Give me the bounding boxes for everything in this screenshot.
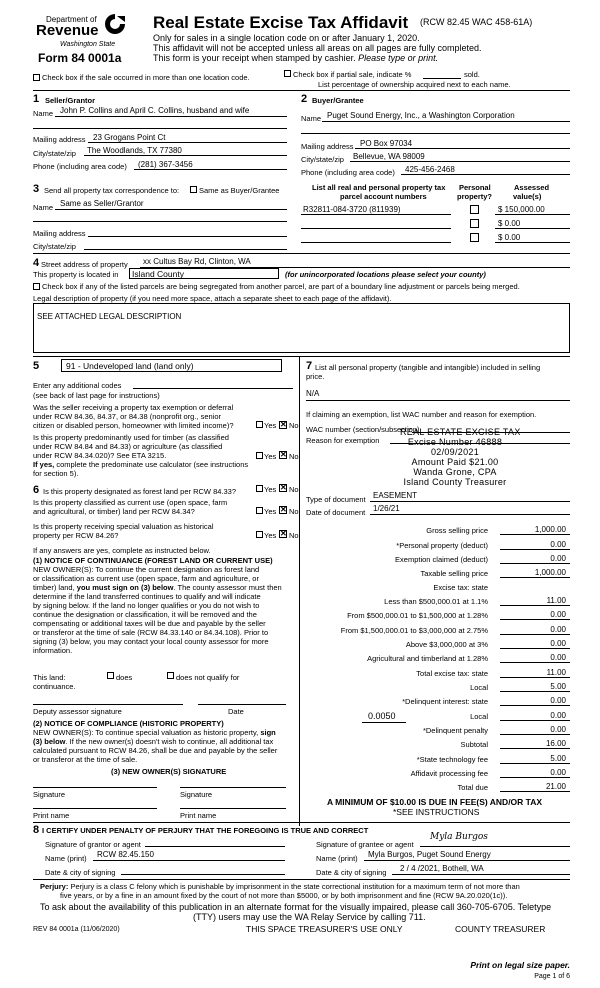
field-line [355, 148, 570, 149]
calc-value[interactable]: 16.00 [545, 739, 566, 748]
buyer-phone-field[interactable]: 425-456-2468 [405, 165, 455, 174]
calc-line [500, 563, 570, 564]
notice-compliance-heading: (2) NOTICE OF COMPLIANCE (HISTORIC PROPERTY) [33, 719, 224, 728]
print-name-label: Print name [180, 811, 217, 820]
exemption-reason-label: Reason for exemption [306, 436, 380, 445]
notice-text: (3) below. If the new owner(s) doesn't wish to continue, all additional tax [33, 737, 274, 746]
parcel-col1-line1: List all real and personal property tax [312, 183, 446, 192]
grantee-date-field[interactable]: 2 / 4 /2021, Bothell, WA [400, 864, 484, 873]
stamp-line: Excise Number 46888 [407, 437, 503, 447]
street-address-label: Street address of property [41, 260, 128, 269]
field-line [364, 860, 570, 861]
calc-value[interactable]: 0.00 [550, 540, 566, 549]
field-line [33, 128, 287, 129]
calc-value[interactable]: 1,000.00 [534, 568, 566, 577]
buyer-city-label: City/state/zip [301, 155, 344, 164]
grantor-date-label: Date & city of signing [45, 868, 116, 877]
calc-label: From $500,000.01 to $1,500,000 at 1.28% [347, 611, 488, 620]
calc-label: Gross selling price [426, 526, 488, 535]
stamp-line: Amount Paid $21.00 [411, 457, 499, 467]
field-line [495, 214, 570, 215]
no-label: No [289, 531, 299, 540]
deputy-date-label: Date [228, 707, 244, 716]
same-as-buyer-label: Same as Buyer/Grantee [199, 186, 280, 195]
does-not-label: does not qualify for [176, 673, 240, 682]
field-line [301, 228, 451, 229]
field-line [33, 221, 287, 222]
seller-phone-label: Phone (including area code) [33, 162, 127, 171]
notice-text: by signing below. If the land no longer qualifies or you do not wish to [33, 601, 260, 610]
this-land-label: This land: [33, 673, 66, 682]
new-owner-signature-heading: (3) NEW OWNER(S) SIGNATURE [111, 767, 227, 776]
notice-text: NEW OWNER(S): To continue special valuation as historic property, sign [33, 728, 276, 737]
does-not-qualify-checkbox[interactable] [167, 672, 174, 679]
buyer-heading: Buyer/Grantee [312, 96, 364, 105]
timber-question-line2: under RCW 84.84 and 84.33) or agriculture (as classified [33, 442, 223, 451]
calc-label: Agricultural and timberland at 1.28% [367, 654, 488, 663]
same-as-buyer-checkbox[interactable] [190, 186, 197, 193]
yes-label: Yes [264, 507, 277, 516]
personal-property-checkbox[interactable] [470, 205, 479, 214]
owner-signature-field[interactable] [33, 787, 157, 788]
calc-label: Excise tax: state [433, 583, 488, 592]
does-qualify-checkbox[interactable] [107, 672, 114, 679]
subtitle-line2: This affidavit will not be accepted unless all areas on all pages are fully completed. [153, 43, 482, 53]
county-select[interactable] [129, 268, 279, 279]
divider [33, 90, 570, 91]
calc-value[interactable]: 0.00 [550, 711, 566, 720]
see-instructions-note: *SEE INSTRUCTIONS [393, 807, 480, 817]
parcel-col2-line2: property? [457, 192, 493, 201]
calc-label: Total excise tax: state [416, 669, 488, 678]
document-type-field[interactable]: EASEMENT [373, 491, 418, 500]
grantee-signature: Myla Burgos [430, 832, 488, 842]
calc-value[interactable]: 11.00 [546, 668, 566, 677]
calc-line [500, 634, 570, 635]
legal-size-note: Print on legal size paper. [470, 960, 570, 970]
calc-label: Subtotal [460, 740, 488, 749]
revision-number: REV 84 0001a (11/06/2020) [33, 926, 120, 933]
perjury-text: Perjury: Perjury is a class C felony which is punishable by imprisonment in the state correctional institution for a maximum term of not more than [40, 882, 520, 891]
assessed-value-field[interactable]: $ 0.00 [498, 219, 521, 228]
calc-line [500, 720, 570, 721]
calc-line [500, 763, 570, 764]
no-label: No [289, 507, 299, 516]
calc-label: *Delinquent interest: state [402, 697, 488, 706]
if-any-yes-note: If any answers are yes, complete as instructed below. [33, 546, 211, 555]
buyer-phone-label: Phone (including area code) [301, 168, 395, 177]
certify-heading: I CERTIFY UNDER PENALTY OF PERJURY THAT THE FOREGOING IS TRUE AND CORRECT [42, 826, 369, 835]
exemption-no-checkbox[interactable]: ✕ [280, 420, 287, 429]
buyer-city-field[interactable]: Bellevue, WA 98009 [353, 152, 425, 161]
calc-label: Above $3,000,000 at 3% [405, 640, 488, 649]
yes-label: Yes [264, 452, 277, 461]
calc-label: Less than $500,000.01 at 1.1% [384, 597, 488, 606]
personal-property-label-line1: List all personal property (tangible and intangible) included in selling [315, 363, 541, 372]
divider [33, 356, 570, 357]
additional-codes-label: Enter any additional codes [33, 381, 122, 390]
street-address-field[interactable]: xx Cultus Bay Rd, Clinton, WA [143, 257, 251, 266]
calc-label: Local [470, 712, 488, 721]
grantor-name-label: Name (print) [45, 854, 87, 863]
correspondence-mailing-field[interactable] [88, 236, 287, 237]
calc-line [500, 577, 570, 578]
calc-line [500, 662, 570, 663]
historic-no-checkbox[interactable]: ✕ [280, 529, 287, 538]
field-line [495, 228, 570, 229]
calc-line [500, 705, 570, 706]
calc-label: *State technology fee [416, 755, 488, 764]
partial-sale-checkbox[interactable] [284, 70, 291, 77]
calc-label: *Delinquent penalty [422, 726, 488, 735]
section-number: 6 [33, 484, 40, 496]
page-title: Real Estate Excise Tax Affidavit [153, 13, 409, 32]
grantee-name-label: Name (print) [316, 854, 358, 863]
exemption-yes-checkbox[interactable] [256, 421, 263, 428]
dor-logo-icon [103, 12, 127, 36]
notice-continuance-heading: (1) NOTICE OF CONTINUANCE (FOREST LAND OR CURRENT USE) [33, 556, 273, 565]
notice-text: NEW OWNER(S): To continue the current designation as forest land [33, 565, 260, 574]
personal-property-checkbox[interactable] [470, 219, 479, 228]
grantor-name-field[interactable]: RCW 82.45.150 [97, 850, 154, 859]
grantor-signature-label: Signature of grantor or agent [45, 840, 141, 849]
alt-format-text: (TTY) users may use the WA Relay Service by calling 711. [193, 912, 426, 922]
legal-description-value: SEE ATTACHED LEGAL DESCRIPTION [37, 312, 182, 321]
county-treasurer-label: COUNTY TREASURER [455, 924, 546, 934]
deputy-signature-label: Deputy assessor signature [33, 707, 122, 716]
stamp-line: Island County Treasurer [403, 477, 507, 487]
timber-question-line5: for section 5). [33, 469, 79, 478]
buyer-mailing-label: Mailing address [301, 142, 354, 151]
notice-text: information. [33, 646, 73, 655]
does-label: does [116, 673, 133, 682]
yes-label: Yes [264, 531, 277, 540]
correspondence-name-label: Name [33, 203, 54, 212]
exemption-question-line3: citizen or disabled person, homeowner with limited income)? [33, 421, 234, 430]
field-line [55, 209, 287, 210]
calc-value[interactable]: 0.00 [550, 653, 566, 662]
notice-text: or classification as current use (open space, farm and agriculture, or [33, 574, 259, 583]
correspondence-city-field[interactable] [84, 249, 287, 250]
section-number: 2 [301, 93, 308, 105]
notice-text: compensating or additional taxes will be due and payable by the seller [33, 619, 266, 628]
current-use-yes-checkbox[interactable] [256, 507, 263, 514]
historic-yes-checkbox[interactable] [256, 531, 263, 538]
seller-city-field[interactable]: The Woodlands, TX 77380 [87, 146, 182, 155]
calc-label: Taxable selling price [420, 569, 488, 578]
calc-line [500, 748, 570, 749]
notice-text: or transferor at the time of sale (RCW 84.33.140 or 84.34.108). Prior to [33, 628, 269, 637]
yes-label: Yes [264, 421, 277, 430]
current-use-no-checkbox[interactable]: ✕ [280, 505, 287, 514]
field-line [134, 169, 287, 170]
owner-print-name-field[interactable] [33, 808, 157, 809]
notice-text: calculated pursuant to RCW 84.26, shall be due and payable by the seller [33, 746, 278, 755]
land-use-select[interactable] [61, 359, 282, 372]
calc-line [500, 691, 570, 692]
wac-number-label: WAC number (section/subsection) [306, 425, 420, 434]
buyer-name-label: Name [301, 114, 322, 123]
calc-line [500, 791, 570, 792]
calc-value[interactable]: 5.00 [550, 682, 566, 691]
buyer-mailing-field[interactable]: PO Box 97034 [360, 139, 413, 148]
owner-print-name-field[interactable] [180, 808, 286, 809]
perjury-text: five years, or by a fine in an amount fixed by the court of not more than $5000, or by both imprisonment and fine (RCW 9A.20.020(1c)). [60, 891, 508, 900]
correspondence-label: Send all property tax correspondence to: [44, 186, 180, 195]
historic-question-line1: Is this property receiving special valuation as historical [33, 522, 214, 531]
calc-line [500, 605, 570, 606]
no-label: No [289, 452, 299, 461]
deputy-date-field[interactable] [198, 704, 286, 705]
calc-label: Local [470, 683, 488, 692]
no-label: No [289, 421, 299, 430]
grantee-signature-label: Signature of grantee or agent [316, 840, 414, 849]
current-use-question-line2: and agricultural, or timber) land per RCW 84.34? [33, 507, 195, 516]
see-back-note: (see back of last page for instructions) [33, 391, 160, 400]
calc-value[interactable]: 0.00 [550, 696, 566, 705]
calc-value[interactable]: 5.00 [550, 754, 566, 763]
section-number: 1 [33, 93, 40, 105]
continuance-label: continuance. [33, 682, 76, 691]
parcel-number-field[interactable]: R32811-084-3720 (811939) [303, 205, 401, 214]
calc-line [500, 534, 570, 535]
correspondence-city-label: City/state/zip [33, 242, 76, 251]
document-type-label: Type of document [306, 495, 366, 504]
personal-property-checkbox[interactable] [470, 233, 479, 242]
county-note: (for unincorporated locations please select your county) [285, 270, 486, 279]
calc-value[interactable]: 0.00 [550, 554, 566, 563]
parcel-col2-line1: Personal [459, 183, 491, 192]
calc-label: From $1,500,000.01 to $3,000,000 at 2.75% [340, 626, 488, 635]
land-use-value: 91 - Undeveloped land (land only) [66, 361, 194, 371]
timber-no-checkbox[interactable]: ✕ [280, 450, 287, 459]
calc-line [500, 777, 570, 778]
calc-value[interactable]: 11.00 [546, 596, 566, 605]
calc-value[interactable]: 0.00 [550, 725, 566, 734]
notice-text: determine if the land transferred continues to qualify and will indicate [33, 592, 261, 601]
seller-name-label: Name [33, 109, 54, 118]
field-line [350, 161, 570, 162]
correspondence-name-field[interactable]: Same as Seller/Grantor [60, 199, 144, 208]
field-line [301, 133, 570, 134]
calc-value[interactable]: 0.00 [550, 625, 566, 634]
document-date-field[interactable]: 1/26/21 [373, 504, 400, 513]
partial-sold-label: sold. [464, 70, 480, 79]
seller-heading: Seller/Grantor [45, 96, 96, 105]
section-number: 4 [33, 257, 40, 269]
seller-mailing-label: Mailing address [33, 135, 86, 144]
calc-label: *Personal property (deduct) [396, 541, 488, 550]
forest-land-question: Is this property designated as forest land per RCW 84.33? [43, 487, 237, 496]
stamp-line: Wanda Grone, CPA [413, 467, 497, 477]
seller-city-label: City/state/zip [33, 149, 76, 158]
timber-question-line4: If yes, complete the predominate use calculator (see instructions [33, 460, 249, 469]
grantor-date-field[interactable] [121, 874, 285, 875]
section-number: 3 [33, 183, 40, 195]
page-number: Page 1 of 6 [534, 973, 570, 980]
correspondence-mailing-label: Mailing address [33, 229, 86, 238]
field-line [322, 121, 570, 122]
timber-question-line1: Is this property predominantly used for timber (as classified [33, 433, 229, 442]
parcel-col3-line2: value(s) [513, 192, 542, 201]
additional-codes-field[interactable] [133, 388, 293, 389]
minimum-due-note: A MINIMUM OF $10.00 IS DUE IN FEE(S) AND/OR TAX [327, 797, 543, 807]
print-name-label: Print name [33, 811, 70, 820]
field-line [301, 242, 451, 243]
divider [33, 822, 570, 823]
historic-question-line2: property per RCW 84.26? [33, 531, 119, 540]
current-use-question-line1: Is this property classified as current use (open space, farm [33, 498, 228, 507]
assessed-value-field[interactable]: $ 0.00 [498, 233, 521, 242]
forest-no-checkbox[interactable]: ✕ [280, 483, 287, 492]
segregated-label: Check box if any of the listed parcels are being segregated from another parcel, are part of a boundary line adjustment or parcels being merged. [42, 282, 520, 291]
exemption-label: If claiming an exemption, list WAC number and reason for exemption. [306, 410, 537, 419]
located-in-label: This property is located in [33, 270, 119, 279]
timber-question-line3: under RCW 84.34.020)? See ETA 3215. [33, 451, 167, 460]
calc-value[interactable]: 21.00 [545, 782, 566, 791]
field-line [306, 400, 570, 401]
treasurer-use-label: THIS SPACE TREASURER'S USE ONLY [246, 924, 403, 934]
grantor-signature-field[interactable] [145, 846, 285, 847]
exemption-question-line2: under RCW 84.36, 84.37, or 84.38 (nonprofit org., senior [33, 412, 222, 421]
partial-percent-field[interactable] [423, 78, 461, 79]
signature-label: Signature [33, 790, 66, 799]
alt-format-text: To ask about the availability of this publication in an alternate format for the visually impaired, please call 360-705-6705. Teletype [40, 902, 552, 912]
timber-yes-checkbox[interactable] [256, 452, 263, 459]
calc-line [500, 648, 570, 649]
form-number: Form 84 0001a [38, 51, 122, 65]
calc-line [500, 619, 570, 620]
subtitle-line3: This form is your receipt when stamped by cashier. Please type or print. [153, 53, 439, 63]
field-line [301, 214, 451, 215]
field-line [84, 155, 287, 156]
column-divider [299, 356, 300, 826]
field-line [495, 242, 570, 243]
owner-signature-field[interactable] [180, 787, 286, 788]
divider [33, 253, 570, 254]
section-number: 5 [33, 360, 40, 372]
field-line [401, 174, 570, 175]
local-rate-line [362, 722, 406, 723]
title-reference: (RCW 82.45 WAC 458-61A) [420, 17, 533, 27]
field-line [392, 874, 570, 875]
calc-value[interactable]: 0.00 [550, 610, 566, 619]
seller-phone-field[interactable]: (281) 367-3456 [138, 160, 193, 169]
partial-sale-label: Check box if partial sale, indicate % [293, 70, 412, 79]
agency-line1: Department of [46, 15, 97, 24]
calc-value[interactable]: 0.00 [550, 639, 566, 648]
local-rate-value: 0.0050 [368, 711, 396, 721]
notice-text: continue the designation or classification, it will be removed and the [33, 610, 257, 619]
divider [33, 879, 570, 880]
stamp-line: REAL ESTATE EXCISE TAX [400, 427, 521, 437]
calc-line [500, 734, 570, 735]
calc-line [500, 549, 570, 550]
assessed-value-field[interactable]: $ 150,000.00 [498, 205, 545, 214]
county-value: Island County [132, 269, 184, 279]
personal-property-label-line2: price. [306, 372, 325, 381]
document-date-label: Date of document [306, 508, 366, 517]
stamp-line: 02/09/2021 [430, 447, 480, 457]
seller-mailing-field[interactable]: 23 Grogans Point Ct [93, 133, 166, 142]
notice-text: timber) land, you must sign on (3) below. The county assessor must then [33, 583, 282, 592]
calc-label: Total due [457, 783, 488, 792]
multi-location-checkbox[interactable] [33, 74, 40, 81]
partial-note: List percentage of ownership acquired next to each name. [318, 80, 511, 89]
parcel-col3-line1: Assessed [514, 183, 550, 192]
calc-value[interactable]: 0.00 [550, 768, 566, 777]
field-line [88, 142, 287, 143]
personal-property-field[interactable]: N/A [306, 389, 320, 398]
field-line [370, 501, 570, 502]
grantee-date-label: Date & city of signing [316, 868, 387, 877]
no-label: No [289, 485, 299, 494]
legal-description-field[interactable] [33, 303, 570, 353]
section-number: 8 [33, 824, 40, 836]
subtitle-line1: Only for sales in a single location code on or after January 1, 2020. [153, 33, 420, 43]
exemption-question-line1: Was the seller receiving a property tax exemption or deferral [33, 403, 234, 412]
agency-state: Washington State [60, 41, 116, 48]
field-line [370, 514, 570, 515]
parcel-col1-line2: parcel account numbers [340, 192, 427, 201]
buyer-name-field[interactable]: Puget Sound Energy, Inc., a Washington Corporation [327, 111, 515, 120]
notice-text: signing (3) below, you may contact your local county assessor for more [33, 637, 269, 646]
section-number: 7 [306, 360, 313, 372]
agency-name: Revenue [36, 22, 99, 39]
yes-label: Yes [264, 485, 277, 494]
segregated-checkbox[interactable] [33, 283, 40, 290]
deputy-signature-field[interactable] [33, 704, 183, 705]
legal-description-label: Legal description of property (if you need more space, attach a separate sheet to each page of the affidavit). [33, 294, 392, 303]
calc-label: Affidavit processing fee [410, 769, 488, 778]
calc-label: Exemption claimed (deduct) [395, 555, 488, 564]
forest-yes-checkbox[interactable] [256, 485, 263, 492]
field-line [93, 860, 285, 861]
notice-text: or transferor at the time of sale. [33, 755, 138, 764]
signature-label: Signature [180, 790, 213, 799]
grantee-name-field[interactable]: Myla Burgos, Puget Sound Energy [368, 850, 491, 859]
seller-name-field[interactable]: John P. Collins and April C. Collins, husband and wife [60, 106, 250, 115]
field-line [55, 116, 287, 117]
multi-location-label: Check box if the sale occurred in more than one location code. [42, 73, 250, 82]
calc-line [500, 677, 570, 678]
calc-value[interactable]: 1,000.00 [534, 525, 566, 534]
field-line [420, 846, 570, 847]
